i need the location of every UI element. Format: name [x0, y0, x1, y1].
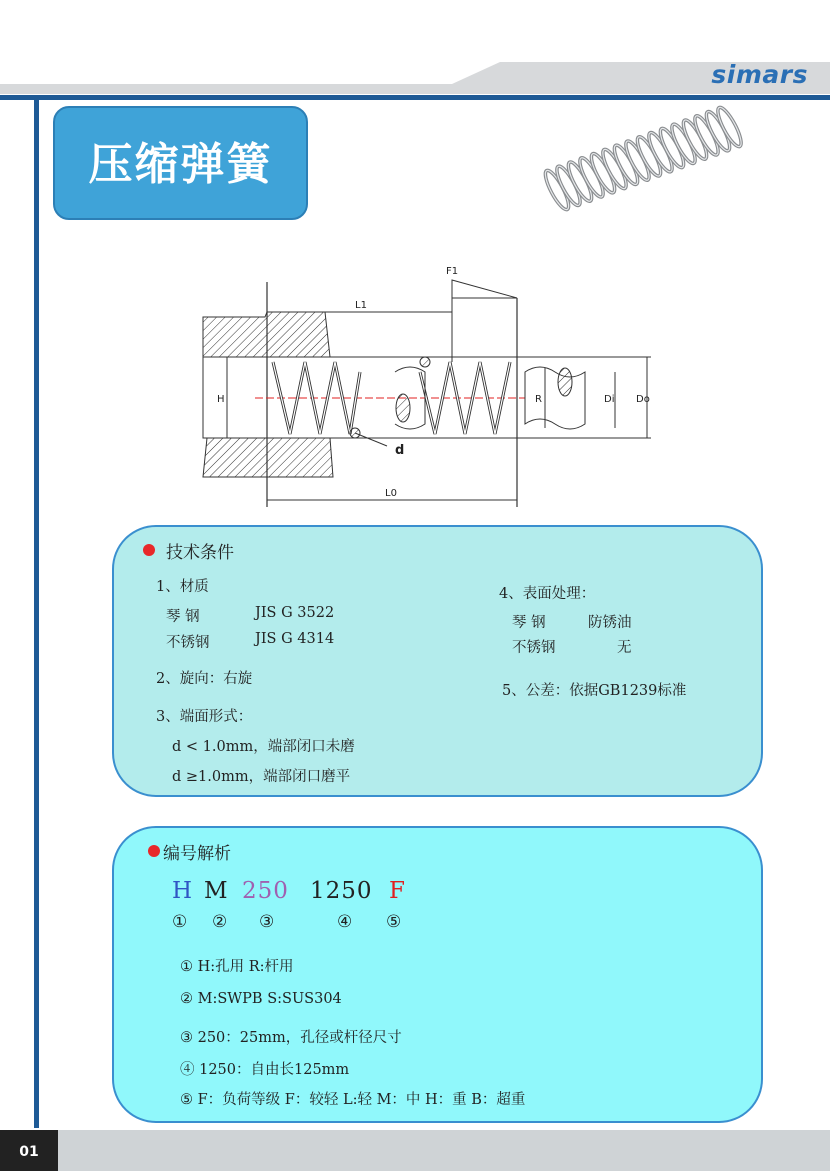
code-marker: ④	[337, 912, 353, 932]
end-form-line: d < 1.0mm，端部闭口未磨	[172, 739, 355, 755]
code-marker: ②	[212, 912, 228, 932]
code-marker: ③	[259, 912, 275, 932]
label-r: R	[535, 394, 542, 405]
label-d: d	[395, 443, 405, 458]
material-title: 1、材质	[156, 579, 209, 595]
surface-title: 4、表面处理：	[499, 586, 596, 602]
code-part: F	[389, 878, 406, 904]
label-do: Do	[636, 394, 650, 405]
material-std: JIS G 3522	[255, 605, 335, 621]
code-part: 1250	[310, 878, 373, 904]
bullet-icon	[148, 845, 160, 857]
surface-value: 无	[617, 640, 632, 656]
page-title: 压缩弹簧	[88, 139, 273, 190]
brand-logo: simars	[711, 60, 808, 89]
material-std: JIS G 4314	[255, 631, 335, 647]
material-name: 琴 钢	[166, 609, 200, 625]
surface-name: 琴 钢	[512, 615, 546, 631]
code-line: ⑤ F：负荷等级 F：较轻 L:轻 M：中 H：重 B：超重	[180, 1092, 526, 1108]
code-part: M	[204, 878, 229, 904]
surface-value: 防锈油	[588, 615, 632, 631]
footer-bar	[0, 1130, 830, 1171]
code-part: 250	[242, 878, 289, 904]
code-line: ② M:SWPB S:SUS304	[180, 991, 342, 1007]
code-line: ③ 250：25mm，孔径或杆径尺寸	[180, 1030, 402, 1046]
spring-photo	[535, 105, 753, 220]
tech-heading: 技术条件	[166, 543, 234, 563]
code-line: ① H:孔用 R:杆用	[180, 959, 294, 975]
tolerance-text: 5、公差：依据GB1239标准	[502, 683, 687, 699]
code-explanation-card	[112, 826, 763, 1123]
end-form-line: d ≥1.0mm，端部闭口磨平	[172, 769, 351, 785]
label-l1: L1	[355, 300, 367, 311]
material-name: 不锈钢	[166, 635, 210, 651]
end-form-title: 3、端面形式：	[156, 709, 253, 725]
header-band	[0, 0, 830, 104]
label-f1: F1	[446, 266, 459, 277]
direction-text: 2、旋向：右旋	[156, 671, 253, 687]
spring-diagram	[195, 262, 655, 510]
label-l0: L0	[385, 488, 397, 499]
title-box	[53, 106, 308, 220]
code-heading: 编号解析	[163, 844, 231, 864]
code-part: H	[172, 878, 194, 904]
left-rule	[34, 98, 39, 1128]
code-line: ④ 1250：自由长125mm	[180, 1062, 350, 1078]
code-marker: ⑤	[386, 912, 402, 932]
label-di: Di	[604, 394, 615, 405]
surface-name: 不锈钢	[512, 640, 556, 656]
bullet-icon	[143, 544, 155, 556]
page-number: 01	[0, 1130, 58, 1171]
label-h: H	[217, 394, 225, 405]
code-marker: ①	[172, 912, 188, 932]
tech-conditions-card	[112, 525, 763, 797]
